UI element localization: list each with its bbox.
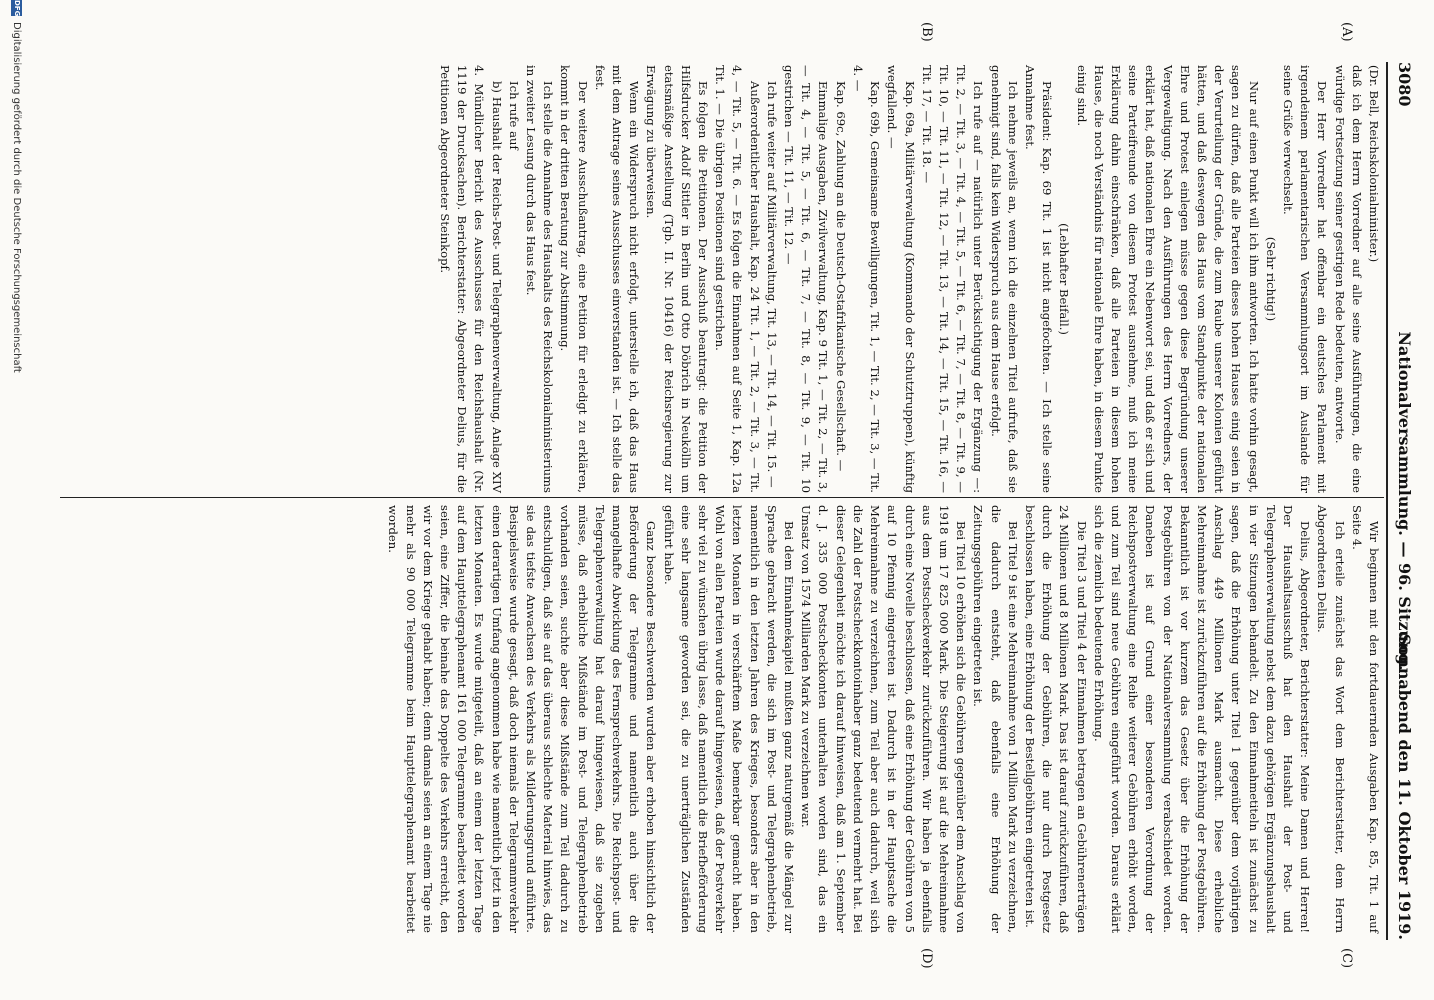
left-column-paragraph: Nur auf einen Punkt will ich ihm antworten. Ich hatte vorhin gesagt, sagen zu dürfen, daß alle Parteien dieses hohen Hauses einig seien in der Verurteilung der Gründe, die zum Raube unserer Kolonien geführt hätten, und daß deswegen das Haus vom Standpunkte der nationalen Ehre und Protest einlegen müsse gegen diese Begründung unserer Vergewaltigung. Nach den Ausführungen des Herrn Vorredners, der erklärt hat, daß nationalen Ehre ein Nebenwort sei, und daß er sich und seine Parteifreunde von diesem Protest ausnehme, muß ich meine Erklärung dahin einschränken, daß alle Parteien in diesem hohen Hause, die noch Verständnis für nationale Ehre haben, in diesem Punkte einig sind. bbox=[1074, 65, 1261, 493]
margin-mark-c: (C) bbox=[1339, 948, 1354, 969]
left-column-paragraph: (Sehr richtig!) bbox=[1263, 236, 1278, 322]
footer-text: Digitalisierung gefördert durch die Deutsche Forschungsgemeinschaft bbox=[11, 22, 22, 373]
digitization-footer bbox=[2, 0, 28, 1000]
left-column-paragraph: Ich nehme jeweils an, wenn ich die einzelnen Titel aufrufe, daß sie genehmigt sind, falls kein Widerspruch aus dem Hause erfolgt. bbox=[988, 65, 1020, 493]
right-column-paragraph: Delius, Abgeordneter, Berichterstatter: Meine Damen und Herren! Der Haushaltsausschuß hat den Haushalt der Post- und Telegraphenverwaltung nebst dem dazu gehörigen Ergänzungshaushalt in vier Sitzungen behandelt. Zu den Einnahmetiteln ist zunächst zu sagen, daß die Erhöhung unter Titel 1 gegenüber dem vorjährigen Anschlag 449 Millionen Mark ausmacht. Diese erhebliche Mehreinnahme ist zurückzuführen auf die Erhöhung der Postgebühren. Bekanntlich ist vor kurzem das Gesetz über die Erhöhung der Postgebühren von der Nationalversammlung verabschiedet worden. Daneben ist auf Grund einer besonderen Verordnung der Reichspostverwaltung eine Reihe weiterer Gebühren erhöht worden, und zum Teil sind neue Gebühren eingeführt worden. Daraus erklärt sich die ziemlich bedeutende Erhöhung. bbox=[1091, 505, 1313, 933]
left-column-paragraph: Wenn ein Widerspruch nicht erfolgt, unterstelle ich, daß das Haus mit dem Antrage seines Ausschusses einverstanden ist. — Ich stelle das fest. bbox=[592, 65, 642, 493]
left-column-paragraph: Präsident: Kap. 69 Tit. 1 ist nicht angefochten. — Ich stelle seine Annahme fest. bbox=[1022, 65, 1055, 493]
left-column-paragraph: Kap. 69a, Militärverwaltung (Kommando der Schutztruppen), künftig wegfallend. — bbox=[885, 65, 917, 493]
left-column-paragraph: Außerordentlicher Haushalt, Kap. 24 Tit. 1, — Tit. 2, — Tit. 3, — Tit. 4, — Tit. 5, — Tit. 6. — Es folgen die Einnahmen auf Seite 1, Kap. 12a Tit. 1. — Die übrigen Positionen sind gestrichen. bbox=[713, 65, 762, 493]
right-text-column bbox=[384, 505, 1382, 933]
left-column-paragraph: Der Herr Vorredner hat offenbar ein deutsches Parlament mit irgendeinem parlamentarischen Versammlungsort im Auslande für seine Grüße verwechselt. bbox=[1280, 65, 1330, 493]
left-column-paragraph: (Lebhafter Beifall.) bbox=[1057, 223, 1072, 335]
column-divider bbox=[60, 497, 1384, 498]
margin-mark-b: (B) bbox=[919, 22, 934, 42]
margin-mark-d: (D) bbox=[919, 948, 934, 969]
left-column-paragraph: Ich stelle die Annahme des Haushalts des Reichskolonialministeriums in zweiter Lesung durch das Haus fest. bbox=[524, 65, 556, 493]
page-date: Sonnabend den 11. Oktober 1919. bbox=[1395, 633, 1414, 940]
left-column-paragraph: (Dr. Bell, Reichskolonialminister.) bbox=[1367, 65, 1381, 263]
left-column-paragraph: Ich rufe auf bbox=[506, 81, 521, 150]
margin-mark-a: (A) bbox=[1339, 22, 1354, 42]
left-column-paragraph: Der weitere Ausschußantrag, eine Petition für erledigt zu erklären, kommt in der dritten Beratung zur Abstimmung. bbox=[558, 65, 590, 493]
left-column-paragraph: daß ich dem Herrn Vorredner auf alle seine Ausführungen, die eine würdige Fortsetzung seiner gestrigen Rede bedeuten, antworte. bbox=[1332, 65, 1364, 493]
right-column-paragraph: Ich erteile zunächst das Wort dem Berichterstatter, dem Herrn Abgeordneten Delius. bbox=[1315, 505, 1347, 933]
page-title: Nationalversammlung. — 96. Sitzung. bbox=[1395, 331, 1414, 671]
page-number: 3080 bbox=[1395, 62, 1414, 107]
right-column-paragraph: Wir beginnen mit den fortdauernden Ausgaben Kap. 85, Tit. 1 auf Seite 4. bbox=[1349, 505, 1381, 933]
left-column-paragraph: Einmalige Ausgaben, Zivilverwaltung, Kap. 9 Tit. 1, — Tit. 2, — Tit. 3, — Tit. 4, — Tit. 5, — Tit. 6, — Tit. 7, — Tit. 8, — Tit. 9, — Tit. 10 gestrichen — Tit. 11, — Tit. 12. — bbox=[782, 65, 831, 493]
header-rule bbox=[1386, 62, 1388, 940]
left-text-column bbox=[436, 65, 1382, 493]
right-column-paragraph: Ganz besondere Beschwerden wurden aber erhoben hinsichtlich der Beförderung der Telegramme und namentlich auch über die mangelhafte Abwicklung des Fernsprechverkehrs. Die Reichspost- und Telegraphenverwaltung hat darauf hingewiesen, daß sie zugeben müsse, daß erhebliche Mißstände im Post- und Telegraphenbetrieb vorhanden seien, suchte aber diese Mißstände zum Teil dadurch zu entschuldigen, daß sie auf das überaus schlechte Material hinwies, das sie das tiefste Anwachsen des Verkehrs als Milderungsgrund anführte. Beispielsweise wurde gesagt, daß doch niemals der Telegrammverkehr einen derartigen Umfang angenommen habe wie namentlich jetzt in den letzten Monaten. Es wurde mitgeteilt, daß an einem der letzten Tage auf dem Haupttelegraphenamt 161 000 Telegramme bearbeitet worden seien, eine Ziffer, die beinahe das Doppelte des Verkehrs erreicht, den wir vor dem Kriege gehabt haben; denn damals seien an einem Tage nie mehr als 90 000 Telegramme beim Haupttelegraphenamt bearbeitet worden. bbox=[386, 505, 659, 933]
right-column-paragraph: Bei Titel 10 erhöhen sich die Gebühren gegenüber dem Anschlag von 1918 um 17 825 000 Mark. Die Steigerung ist auf die Mehreinnahme aus dem Postscheckverkehr zurückzuführen. Wir haben ja ebenfalls durch eine Novelle beschlossen, daß eine Erhöhung der Gebühren von 5 auf 10 Pfennig eingetreten ist. Dadurch ist in der Hauptsache die Mehreinnahme zu verzeichnen, zum Teil aber auch dadurch, weil sich die Zahl der Postscheckkontoinhaber ganz bedeutend vermehrt hat. Bei dieser Gelegenheit möchte ich darauf hinweisen, daß am 1. September d. J. 335 000 Postscheckkonten unterhalten worden sind, das ein Umsatz von 1574 Milliarden Mark zu verzeichnen war. bbox=[799, 505, 969, 933]
dfg-logo: DFG bbox=[13, 0, 21, 17]
right-column-paragraph: Bei dem Einnahmekapitel mußten ganz naturgemäß die Mängel zur Sprache gebracht werden, die sich im Post- und Telegraphenbetrieb, namentlich in den letzten Jahren des Krieges, besonders aber in den letzten Monaten in verschärftem Maße bemerkbar gemacht haben. Wohl von allen Parteien wurde darauf hingewiesen, daß der Postverkehr sehr viel zu wünschen übrig lasse, daß namentlich die Briefbeförderung eine sehr langsame geworden sei, die zu unerträglichen Zuständen geführt habe. bbox=[661, 505, 797, 933]
left-column-paragraph: Es folgen die Petitionen. Der Ausschuß beantragt: die Petition der Hilfsdrucker Adolf Sittler in Berlin und Otto Döbrich in Neukölln um etatsmäßige Anstellung (Tgb. II. Nr. 10416) der Reichsregierung zur Erwägung zu überweisen. bbox=[644, 65, 711, 493]
right-column-paragraph: Bei Titel 9 ist eine Mehreinnahme von 1 Million Mark zu verzeichnen, die dadurch entsteht, daß ebenfalls eine Erhöhung der Zeitungsgebühren eingetreten ist. bbox=[971, 505, 1020, 933]
right-column-paragraph: Die Titel 3 und Titel 4 der Einnahmen betragen an Gebührenerträgen 24 Millionen und 8 Millionen Mark. Das ist darauf zurückzuführen, daß durch die Erhöhung der Gebühren, die nur durch Postgesetz beschlossen haben, eine Erhöhung der Bestellgebühren eingetreten ist. bbox=[1022, 505, 1089, 933]
left-column-paragraph: Ich rufe auf — natürlich unter Berücksichtigung der Ergänzung —: Tit. 2, — Tit. 3, — Tit. 4, — Tit. 5, — Tit. 6, — Tit. 7, — Tit. 8, — Tit. 9, — Tit. 10, — Tit. 11, — Tit. 12, — Tit. 13, — Tit. 14, — Tit. 15, — Tit. 16, — Tit. 17, — Tit. 18. — bbox=[919, 65, 986, 493]
left-column-paragraph: b) Haushalt der Reichs-Post- und Telegraphenverwaltung, Anlage XIV 4. Mündlicher Bericht des Ausschusses für den Reichshaushalt (Nr. 1119 der Drucksachen). Berichterstatter: Abgeordneter Delius, für die Petitionen Abgeordneter Steinkopf. bbox=[438, 65, 504, 493]
left-column-paragraph: Ich rufe weiter auf Militärverwaltung, Tit. 13, — Tit. 14, — Tit. 15. — bbox=[764, 81, 779, 488]
page-header bbox=[1390, 62, 1414, 940]
left-column-paragraph: Kap. 69c, Zahlung an die Deutsch-Ostafrikanische Gesellschaft. — bbox=[833, 81, 848, 472]
left-column-paragraph: Kap. 69b, Gemeinsame Bewilligungen, Tit. 1, — Tit. 2, — Tit. 3, — Tit. 4. — bbox=[850, 65, 883, 493]
